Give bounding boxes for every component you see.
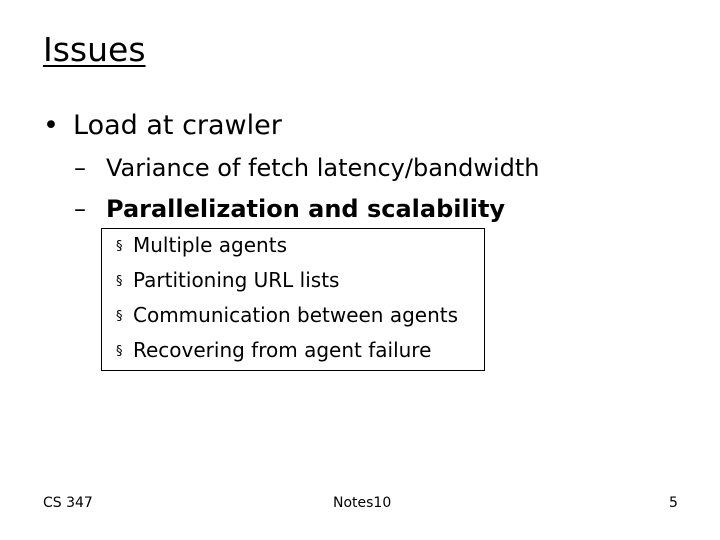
sub-item xyxy=(74,193,505,225)
square-bullet-icon: § xyxy=(116,309,123,324)
list-item xyxy=(116,264,339,298)
footer-course: CS 347 xyxy=(43,495,93,511)
list-item-text: Recovering from agent failure xyxy=(133,338,432,362)
page-number: 5 xyxy=(669,495,678,511)
square-bullet-icon: § xyxy=(116,274,123,289)
sub-item-text: Parallelization and scalability xyxy=(106,195,506,223)
bullet-item xyxy=(43,108,282,144)
bullet-marker: • xyxy=(43,110,59,141)
list-item xyxy=(116,299,458,333)
square-bullet-icon: § xyxy=(116,344,123,359)
dash-marker: – xyxy=(74,154,86,182)
dash-marker: – xyxy=(74,195,86,223)
bullet-text: Load at crawler xyxy=(73,110,282,141)
square-bullet-icon: § xyxy=(116,239,123,254)
list-item-text: Multiple agents xyxy=(133,233,287,257)
list-item xyxy=(116,229,287,263)
list-item-text: Partitioning URL lists xyxy=(133,268,340,292)
slide-title: Issues xyxy=(43,30,146,69)
sub-item-text: Variance of fetch latency/bandwidth xyxy=(106,154,540,182)
sub-item xyxy=(74,152,540,184)
footer-notes: Notes10 xyxy=(333,495,392,511)
list-item xyxy=(116,334,431,368)
list-item-text: Communication between agents xyxy=(133,303,459,327)
